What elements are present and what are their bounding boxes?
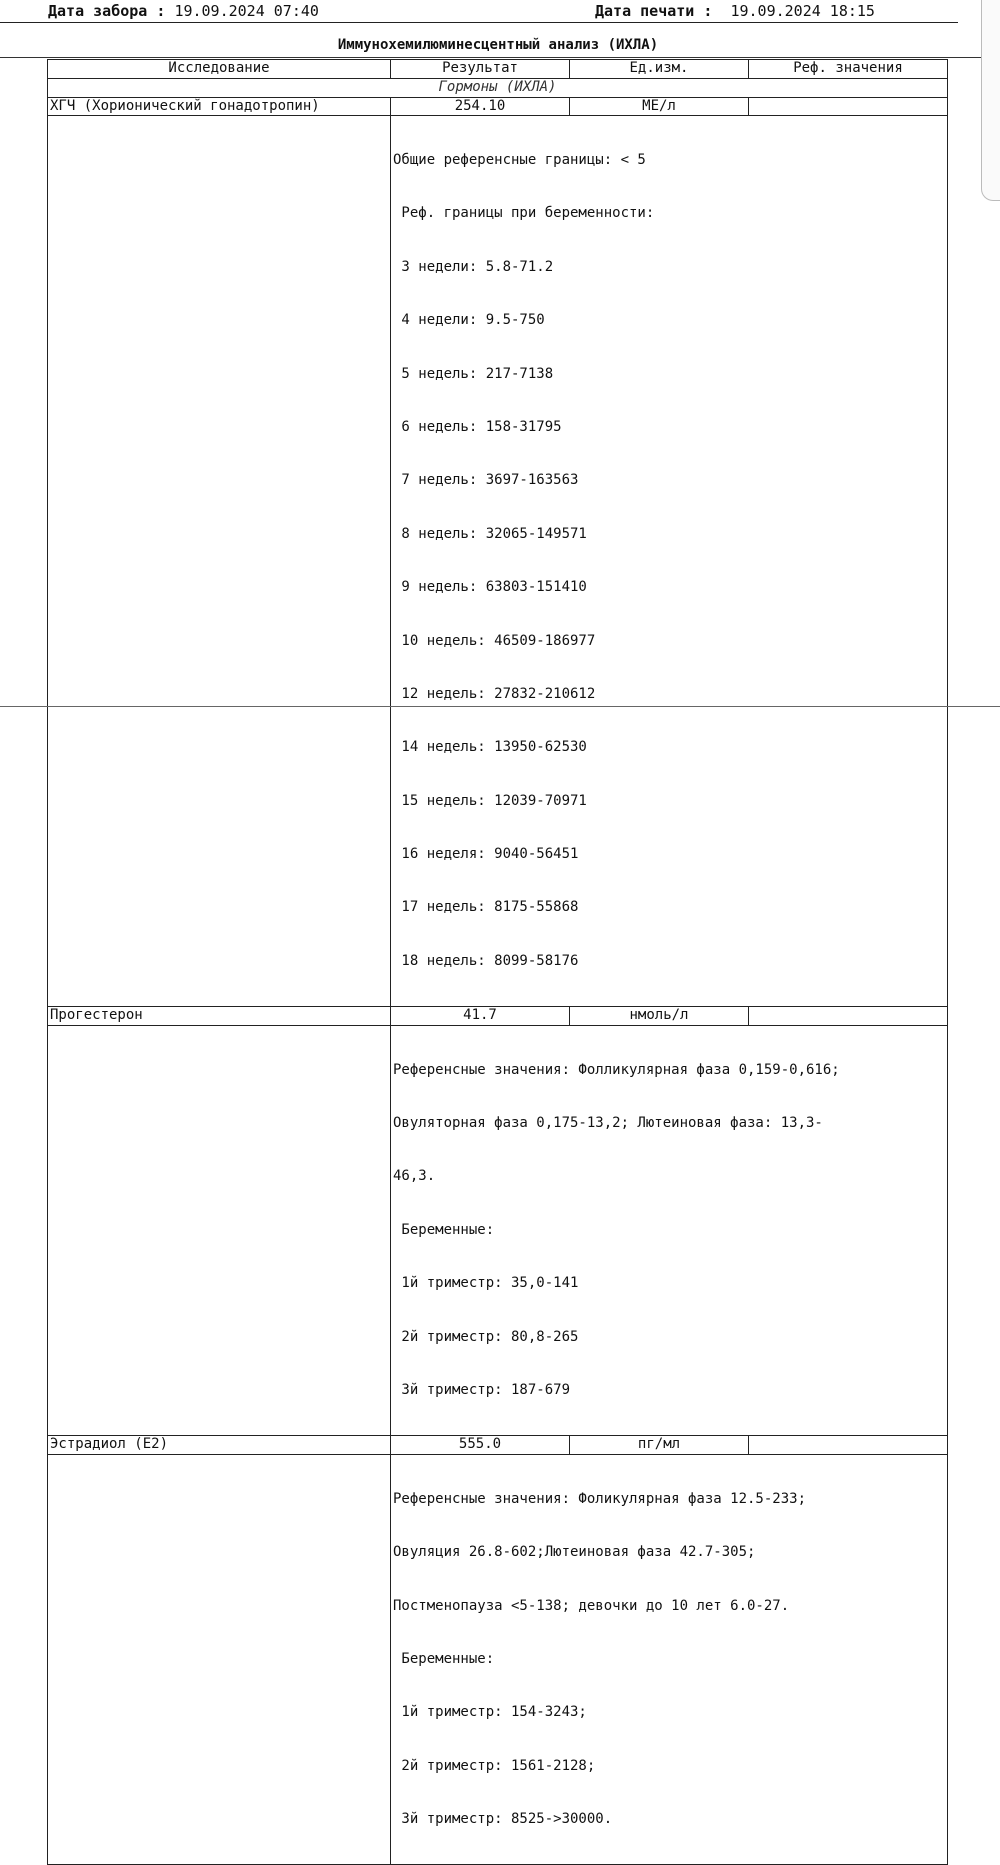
print-date-value: 19.09.2024 18:15 bbox=[730, 2, 875, 20]
column-header-test: Исследование bbox=[48, 60, 391, 79]
note-line: 8 недель: 32065-149571 bbox=[393, 525, 587, 542]
page-edge-shadow bbox=[981, 0, 1000, 201]
table-row bbox=[48, 97, 948, 116]
note-line: 18 недель: 8099-58176 bbox=[393, 952, 579, 969]
collection-date: Дата забора : 19.09.2024 07:40 bbox=[48, 2, 319, 20]
test-name: Прогестерон bbox=[48, 1007, 391, 1026]
test-reference bbox=[749, 1007, 948, 1026]
note-line: 4 недели: 9.5-750 bbox=[393, 312, 545, 329]
test-unit: нмоль/л bbox=[570, 1007, 749, 1026]
note-line: 1й триместр: 154-3243; bbox=[393, 1704, 587, 1721]
note-line: 17 недель: 8175-55868 bbox=[393, 899, 579, 916]
reference-notes bbox=[391, 1455, 948, 1865]
table-header-row bbox=[48, 60, 948, 79]
analysis-title: Иммунохемилюминесцентный анализ (ИХЛА) bbox=[337, 37, 659, 53]
note-line: Реф. границы при беременности: bbox=[393, 205, 655, 222]
column-header-reference: Реф. значения bbox=[749, 60, 948, 79]
column-header-unit: Ед.изм. bbox=[570, 60, 749, 79]
notes-spacer bbox=[48, 1455, 391, 1865]
results-table bbox=[47, 59, 948, 1865]
notes-row bbox=[48, 116, 948, 1007]
note-line: Общие референсные границы: < 5 bbox=[393, 151, 646, 168]
collection-date-value: 19.09.2024 07:40 bbox=[174, 2, 319, 20]
notes-spacer bbox=[48, 116, 391, 1007]
note-line: 3й триместр: 187-679 bbox=[393, 1381, 571, 1398]
header-divider bbox=[0, 22, 958, 23]
note-line: 14 недель: 13950-62530 bbox=[393, 739, 587, 756]
reference-notes bbox=[391, 1026, 948, 1436]
notes-row bbox=[48, 1026, 948, 1436]
page-bottom-edge bbox=[0, 706, 1000, 707]
print-date: Дата печати : 19.09.2024 18:15 bbox=[595, 2, 875, 20]
test-result: 41.7 bbox=[391, 1007, 570, 1026]
test-unit: МЕ/л bbox=[570, 97, 749, 116]
note-line: 6 недель: 158-31795 bbox=[393, 418, 562, 435]
test-reference bbox=[749, 1436, 948, 1455]
notes-row bbox=[48, 1455, 948, 1865]
note-line: 3 недели: 5.8-71.2 bbox=[393, 258, 554, 275]
note-line: 9 недель: 63803-151410 bbox=[393, 579, 587, 596]
note-line: 1й триместр: 35,0-141 bbox=[393, 1275, 579, 1292]
note-line: Постменопауза <5-138; девочки до 10 лет 6.0-27. bbox=[393, 1597, 790, 1614]
note-line: Овуляция 26.8-602;Лютеиновая фаза 42.7-305; bbox=[393, 1544, 756, 1561]
note-line: Беременные: bbox=[393, 1221, 495, 1238]
note-line: 46,3. bbox=[393, 1168, 436, 1185]
test-result: 555.0 bbox=[391, 1436, 570, 1455]
test-result: 254.10 bbox=[391, 97, 570, 116]
note-line: 5 недель: 217-7138 bbox=[393, 365, 554, 382]
test-reference bbox=[749, 97, 948, 116]
note-line: Овуляторная фаза 0,175-13,2; Лютеиновая фаза: 13,3- bbox=[393, 1115, 823, 1132]
note-line: 10 недель: 46509-186977 bbox=[393, 632, 596, 649]
section-row bbox=[48, 78, 948, 97]
notes-spacer bbox=[48, 1026, 391, 1436]
column-header-result: Результат bbox=[391, 60, 570, 79]
print-date-label: Дата печати bbox=[595, 2, 695, 20]
title-underline bbox=[0, 57, 996, 58]
note-line: Референсные значения: Фолликулярная фаза 0,159-0,616; bbox=[393, 1061, 840, 1078]
note-line: 12 недель: 27832-210612 bbox=[393, 685, 596, 702]
test-unit: пг/мл bbox=[570, 1436, 749, 1455]
note-line: Беременные: bbox=[393, 1650, 495, 1667]
section-title: Гормоны (ИХЛА) bbox=[48, 78, 948, 97]
note-line: 15 недель: 12039-70971 bbox=[393, 792, 587, 809]
note-line: 2й триместр: 1561-2128; bbox=[393, 1757, 596, 1774]
table-row bbox=[48, 1436, 948, 1455]
note-line: 2й триместр: 80,8-265 bbox=[393, 1328, 579, 1345]
note-line: 7 недель: 3697-163563 bbox=[393, 472, 579, 489]
reference-notes bbox=[391, 116, 948, 1007]
note-line: 16 неделя: 9040-56451 bbox=[393, 846, 579, 863]
test-name: ХГЧ (Хорионический гонадотропин) bbox=[48, 97, 391, 116]
test-name: Эстрадиол (Е2) bbox=[48, 1436, 391, 1455]
collection-date-label: Дата забора bbox=[48, 2, 148, 20]
note-line: 3й триместр: 8525->30000. bbox=[393, 1811, 613, 1828]
table-row bbox=[48, 1007, 948, 1026]
note-line: Референсные значения: Фоликулярная фаза 12.5-233; bbox=[393, 1490, 807, 1507]
